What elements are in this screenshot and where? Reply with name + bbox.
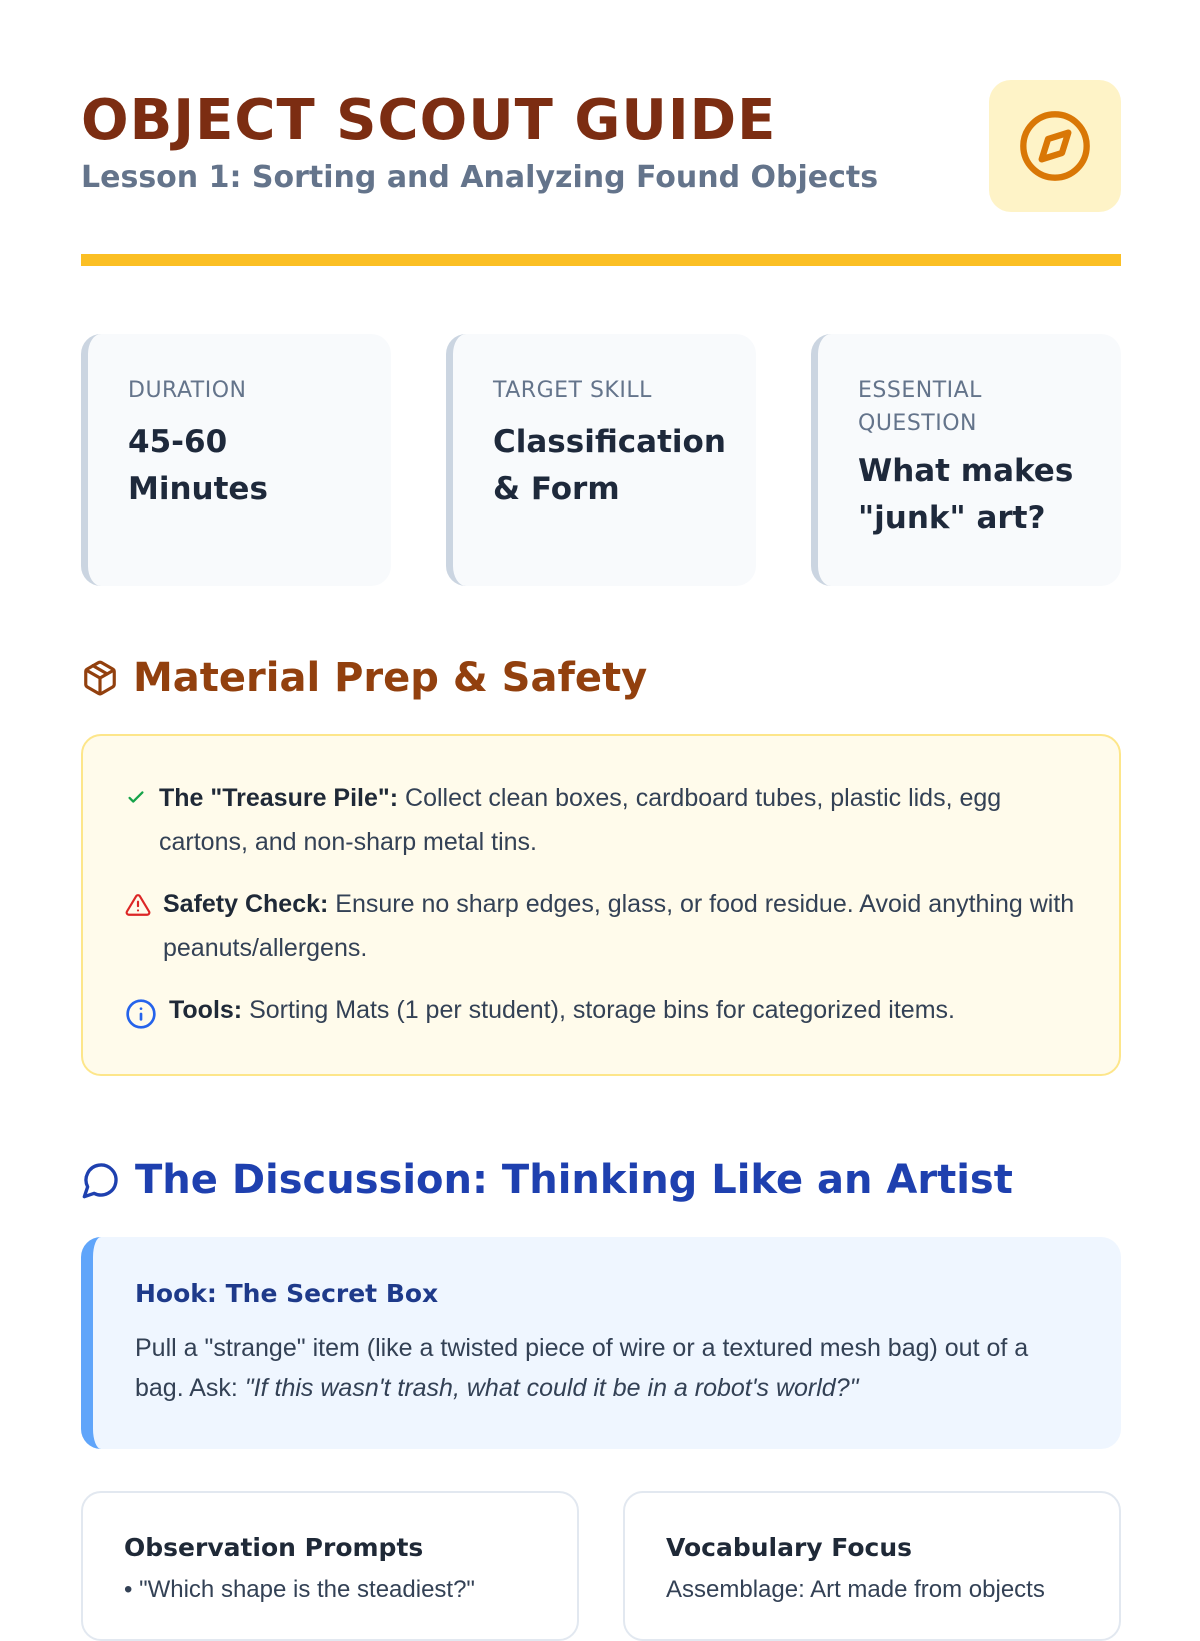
card-value-line: 45-60 — [128, 424, 228, 460]
discussion-section-heading — [81, 1157, 1013, 1203]
card-label: DURATION — [128, 378, 247, 403]
card-value-line: "junk" art? — [858, 500, 1046, 536]
observation-prompts-card — [81, 1491, 579, 1641]
hook-text — [135, 1328, 1081, 1408]
prep-item-body: Collect clean boxes, cardboard tubes, plastic lids, egg cartons, and non-sharp metal tins. — [159, 784, 1002, 856]
header-divider — [81, 254, 1121, 266]
section-title-text: Material Prep & Safety — [133, 655, 648, 701]
prep-item-body: Ensure no sharp edges, glass, or food residue. Avoid anything with peanuts/allergens. — [163, 890, 1075, 962]
vocabulary-focus-card — [623, 1491, 1121, 1641]
prep-item-text — [169, 988, 955, 1032]
warning-icon — [125, 892, 151, 918]
card-label: TARGET SKILL — [493, 378, 652, 403]
card-value-line: Classification — [493, 424, 726, 460]
info-icon — [125, 998, 157, 1030]
card-value-line: Minutes — [128, 471, 268, 507]
duration-card — [81, 334, 391, 586]
card-label-line: QUESTION — [858, 411, 977, 436]
page-title: OBJECT SCOUT GUIDE — [81, 88, 777, 153]
header — [81, 80, 1121, 215]
prep-item-safety-check — [125, 882, 1079, 970]
prep-box — [81, 734, 1121, 1076]
card-label — [858, 374, 1121, 440]
prep-item-label: The "Treasure Pile": — [159, 784, 399, 812]
prep-item-text — [163, 882, 1079, 970]
logo-badge — [989, 80, 1121, 212]
bottom-card-title: Observation Prompts — [124, 1533, 424, 1562]
prep-item-tools — [125, 988, 1079, 1032]
hook-box — [81, 1237, 1121, 1449]
essential-question-card — [811, 334, 1121, 586]
prep-item-label: Tools: — [169, 996, 243, 1024]
card-value-line: What makes — [858, 453, 1074, 489]
card-value — [493, 419, 756, 513]
prep-item-label: Safety Check: — [163, 890, 329, 918]
bottom-card-line: Assemblage: Art made from objects — [666, 1576, 1045, 1603]
chat-bubble-icon — [81, 1160, 121, 1200]
hook-title: Hook: The Secret Box — [135, 1279, 439, 1308]
hook-body: Pull a "strange" item (like a twisted piece of wire or a textured mesh bag) out of a bag. Ask: — [135, 1334, 1029, 1402]
bottom-card-title: Vocabulary Focus — [666, 1533, 913, 1562]
card-value — [128, 419, 391, 513]
prep-section-heading — [81, 655, 647, 701]
target-skill-card — [446, 334, 756, 586]
package-icon — [81, 659, 119, 697]
card-label-line: ESSENTIAL — [858, 378, 982, 403]
card-value — [858, 448, 1121, 542]
check-icon — [125, 786, 147, 808]
compass-icon — [1017, 108, 1093, 184]
section-title-text: The Discussion: Thinking Like an Artist — [135, 1157, 1013, 1203]
prep-item-text — [159, 776, 1079, 864]
prep-item-body: Sorting Mats (1 per student), storage bins for categorized items. — [242, 996, 955, 1024]
hook-quote: "If this wasn't trash, what could it be in a robot's world?" — [244, 1374, 859, 1402]
info-cards — [81, 334, 1121, 586]
card-value-line: & Form — [493, 471, 620, 507]
bottom-card-line: • "Which shape is the steadiest?" — [124, 1576, 475, 1603]
page-subtitle: Lesson 1: Sorting and Analyzing Found Objects — [81, 160, 879, 195]
prep-item-treasure-pile — [125, 776, 1079, 864]
